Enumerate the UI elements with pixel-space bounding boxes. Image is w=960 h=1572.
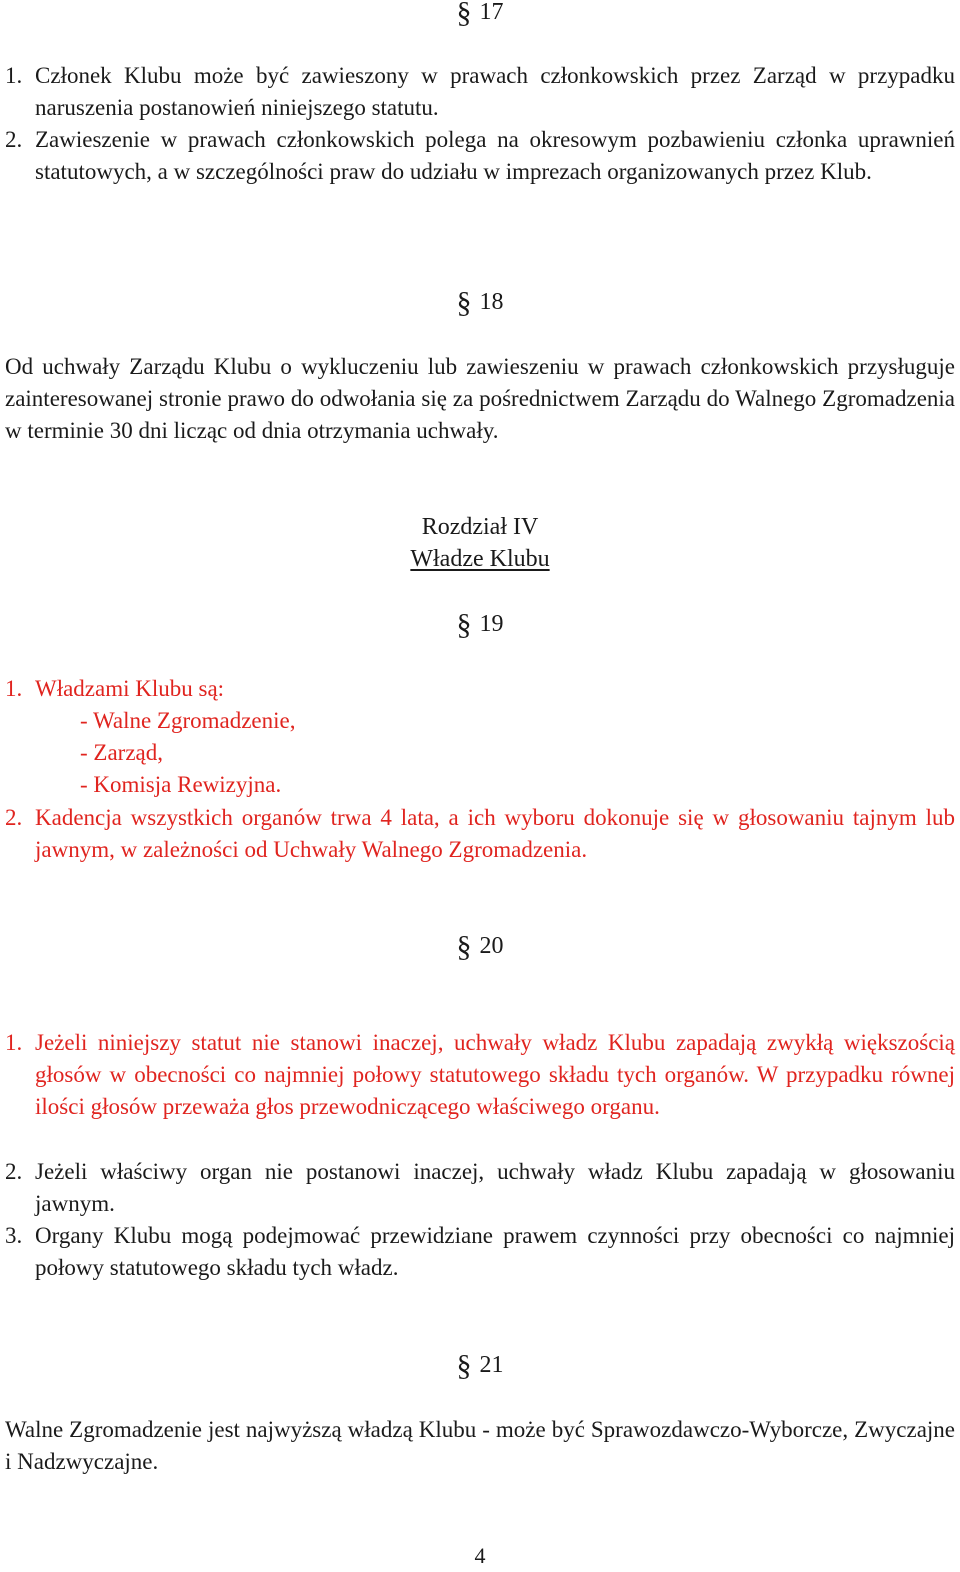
chapter-subtitle-text: Władze Klubu — [410, 546, 550, 572]
sec19-item-2 — [5, 802, 955, 866]
item-text: Jeżeli właściwy organ nie postanowi inaczej, uchwały władz Klubu zapadają w głosowaniu jawnym. — [35, 1159, 955, 1216]
item-text: Członek Klubu może być zawieszony w prawach członkowskich przez Zarząd w przypadku naruszenia postanowień niniejszego statutu. — [35, 63, 955, 120]
sec20-item-2 — [5, 1156, 955, 1220]
item-number: 1. — [5, 676, 23, 701]
sec21-paragraph: Walne Zgromadzenie jest najwyższą władzą Klubu - może być Sprawozdawczo-Wyborcze, Zwyczajne i Nadzwyczajne. — [5, 1417, 955, 1474]
page-number: 4 — [474, 1543, 486, 1568]
section-number: 17 — [479, 0, 504, 25]
section-heading-18 — [0, 286, 960, 319]
item-number: 1. — [5, 63, 23, 88]
section-number: 21 — [479, 1352, 504, 1378]
item-text: Jeżeli niniejszy statut nie stanowi inaczej, uchwały władz Klubu zapadają zwykłą większością głosów w obecności co najmniej połowy statutowego składu tych organów. W przypadku równej ilości głosów przeważa głos przewodniczącego właściwego organu. — [35, 1030, 955, 1119]
sec18-paragraph: Od uchwały Zarządu Klubu o wykluczeniu lub zawieszeniu w prawach członkowskich przysługuje zainteresowanej stronie prawo do odwołania się za pośrednictwem Zarządu do Walnego Zgromadzenia w terminie 30 dni licząc od dnia otrzymania uchwały. — [5, 354, 955, 443]
sec17-item-2 — [5, 124, 955, 188]
item-number: 2. — [5, 127, 23, 152]
section-number: 19 — [479, 611, 504, 637]
sec20-item-1 — [5, 1027, 955, 1123]
section-heading-21 — [0, 1349, 960, 1382]
section-heading-19 — [0, 608, 960, 641]
section-number: 18 — [479, 289, 504, 315]
sec20-item-3 — [5, 1220, 955, 1284]
organ-list-item: - Komisja Rewizyjna. — [80, 772, 282, 797]
item-text: Władzami Klubu są: — [35, 676, 225, 701]
section-symbol: § — [456, 0, 472, 29]
section-symbol: § — [456, 1349, 472, 1382]
item-number: 2. — [5, 1159, 23, 1184]
sec19-item-1 — [5, 673, 955, 705]
chapter-title: Rozdział IV — [421, 514, 539, 540]
section-heading-20 — [0, 930, 960, 963]
section-number: 20 — [479, 933, 504, 959]
organ-list-item: - Walne Zgromadzenie, — [80, 708, 296, 733]
item-number: 1. — [5, 1030, 23, 1055]
section-symbol: § — [456, 608, 472, 641]
item-text: Kadencja wszystkich organów trwa 4 lata, a ich wyboru dokonuje się w głosowaniu tajnym lub jawnym, w zależności od Uchwały Walnego Zgromadzenia. — [35, 805, 955, 862]
item-number: 2. — [5, 805, 23, 830]
item-number: 3. — [5, 1223, 23, 1248]
item-text: Organy Klubu mogą podejmować przewidziane prawem czynności przy obecności co najmniej połowy statutowego składu tych władz. — [35, 1223, 955, 1280]
section-symbol: § — [456, 930, 472, 963]
chapter-subtitle — [0, 543, 960, 575]
item-text: Zawieszenie w prawach członkowskich polega na okresowym pozbawieniu członka uprawnień statutowych, a w szczególności praw do udziału w imprezach organizowanych przez Klub. — [35, 127, 955, 184]
section-heading-17 — [0, 0, 960, 29]
section-symbol: § — [456, 286, 472, 319]
organ-list-item: - Zarząd, — [80, 740, 163, 765]
sec17-item-1 — [5, 60, 955, 124]
